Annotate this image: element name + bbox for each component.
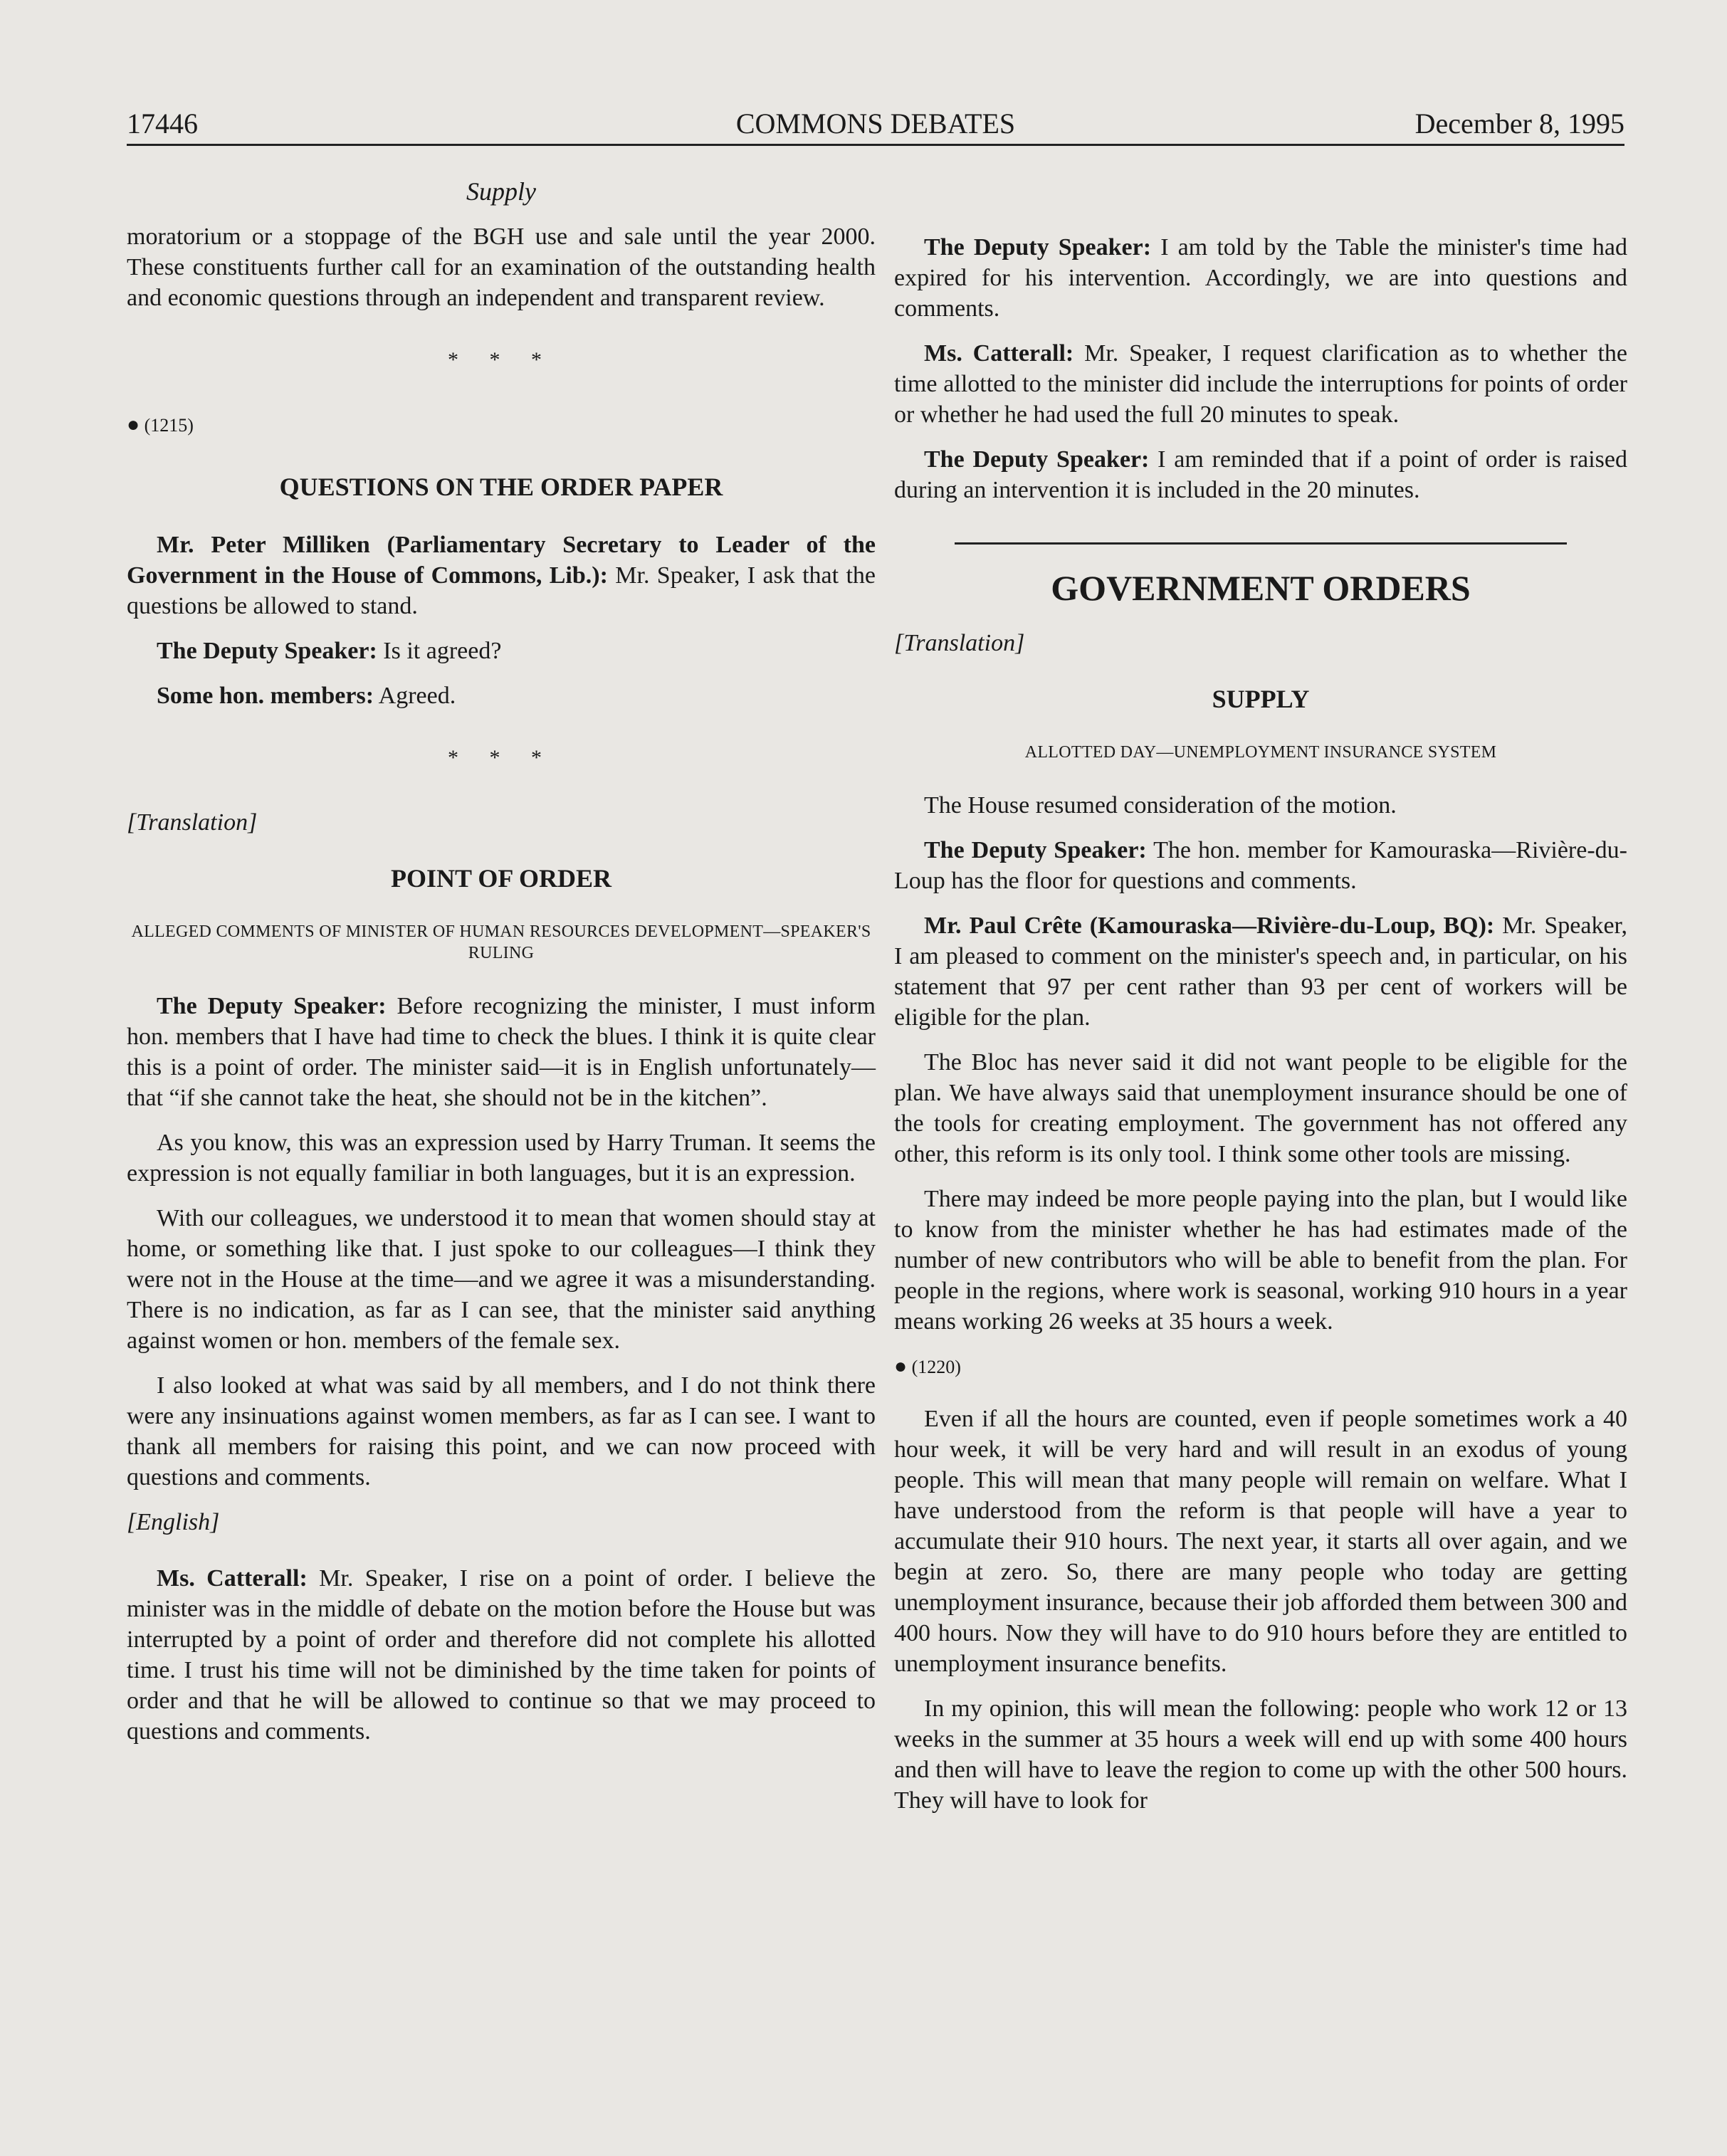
publication-title: COMMONS DEBATES [735,107,1016,140]
language-marker: [English] [127,1509,220,1535]
header-date: December 8, 1995 [1414,107,1624,140]
speaker-name: Ms. Catterall: [924,340,1074,367]
left-column [127,177,876,1761]
speech-catterall [127,1563,876,1747]
right-column [894,177,1627,1830]
paragraph: In my opinion, this will mean the following: people who work 12 or 13 weeks in the summer at 35 hours a week will end up with some 400 hours and then will have to leave the region to come up with the other 500 hours. They will have to look for [894,1695,1627,1814]
speaker-name: Some hon. members: [157,683,374,709]
language-marker: [Translation] [894,630,1025,656]
speaker-name: The Deputy Speaker: [924,837,1147,863]
bullet-dot-icon: ● [127,413,140,436]
paragraph-continued: moratorium or a stoppage of the BGH use and sale until the year 2000. These constituents further call for an examination of the outstanding health and economic questions through an independent and transparent review. [127,224,876,311]
speech-deputy-speaker [127,991,876,1113]
language-marker: [Translation] [127,809,258,836]
speaker-name: The Deputy Speaker: [924,446,1150,473]
paragraph: The Bloc has never said it did not want people to be eligible for the plan. We have always said that unemployment insurance should be one of the tools for creating employment. The government has not offered any other, this reform is its only tool. I think some other tools are missing. [894,1049,1627,1167]
speech-text: Before recognizing the minister, I must inform hon. members that I have had time to check the blues. I think it is quite clear this is a point of order. The minister said—it is in English unfortunately—that “if she cannot take the heat, she should not be in the kitchen”. [127,993,876,1111]
paragraph: I also looked at what was said by all members, and I do not think there were any insinuations against women members, as far as I can see. I want to thank all members for raising this point, and we can now proceed with questions and comments. [127,1372,876,1490]
speaker-name: Ms. Catterall: [157,1565,308,1592]
subheading-ruling: ALLEGED COMMENTS OF MINISTER OF HUMAN RESOURCES DEVELOPMENT—SPEAKER'S RULING [131,922,871,962]
time-stamp: (1220) [911,1357,961,1377]
speaker-name: The Deputy Speaker: [157,993,387,1019]
running-header [127,107,1624,146]
time-stamp: (1215) [144,415,194,436]
paragraph: As you know, this was an expression used by Harry Truman. It seems the expression is not equally familiar in both languages, but it is an expression. [127,1130,876,1187]
speaker-name: Mr. Peter Milliken (Parliamentary Secretary to Leader of the Government in the House of Commons, Lib.): [127,532,876,589]
section-label: Supply [466,177,536,206]
speech-text: Mr. Speaker, I request clarification as to whether the time allotted to the minister did include the interruptions for points of order or whether he had used the full 20 minutes to speak. [894,340,1628,428]
paragraph: Even if all the hours are counted, even if people sometimes work a 40 hour week, it will be very hard and will result in an exodus of young people. This will mean that many people will remain on welfare. What I have understood from the reform is that people will have a year to accumulate their 910 hours. The next year, it starts all over again, and we begin at zero. So, there are many people who today are getting unemployment insurance, because their job afforded them between 300 and 400 hours. Now they will have to do 910 hours before they are entitled to unemployment insurance benefits. [894,1406,1627,1677]
speech-catterall [894,338,1627,430]
speaker-name: The Deputy Speaker: [924,234,1152,261]
paragraph: The House resumed consideration of the motion. [924,792,1397,819]
speech-text: Mr. Speaker, I rise on a point of order. I believe the minister was in the middle of debate on the motion before the House but was interrupted by a point of order and therefore did not complete his allotted time. I trust his time will not be diminished by the time taken for points of order and that he will be allowed to continue so that we may proceed to questions and comments. [127,1565,876,1745]
paragraph: With our colleagues, we understood it to mean that women should stay at home, or something like that. I just spoke to our colleagues—I think they were not in the House at the time—and we agree it was a misunderstanding. There is no indication, as far as I can see, that the minister said anything against women or hon. members of the female sex. [127,1205,876,1354]
speech-text: Is it agreed? [383,638,502,664]
speaker-name: The Deputy Speaker: [157,638,377,664]
speaker-name: Mr. Paul Crête (Kamouraska—Rivière-du-Loup, BQ): [924,913,1495,939]
speech-crete [894,910,1627,1033]
speech-milliken [127,530,876,621]
heading-point-of-order: POINT OF ORDER [390,864,612,893]
speech-text: I am reminded that if a point of order is raised during an intervention it is included in the 20 minutes. [894,446,1627,503]
speech-deputy-speaker [127,636,876,666]
heading-questions-order-paper: QUESTIONS ON THE ORDER PAPER [279,473,723,501]
speech-deputy-speaker [894,232,1627,324]
speech-text: Agreed. [378,683,456,709]
subheading-allotted-day: ALLOTTED DAY—UNEMPLOYMENT INSURANCE SYSTEM [1024,743,1497,762]
time-marker [894,1351,1627,1382]
bullet-dot-icon: ● [894,1355,908,1378]
speech-text: Mr. Speaker, I am pleased to comment on the minister's speech and, in particular, on his statement that 97 per cent rather than 93 per cent of workers will be eligible for the plan. [894,913,1627,1031]
speech-deputy-speaker [894,444,1627,505]
speech-text: Mr. Speaker, I ask that the questions be allowed to stand. [127,562,876,619]
speech-members [127,680,876,711]
paragraph: There may indeed be more people paying into the plan, but I would like to know from the minister whether he has had estimates made of the number of new contributors who will be able to benefit from the plan. For people in the regions, where work is seasonal, working 910 hours in a year means working 26 weeks at 35 hours a week. [894,1186,1627,1335]
heading-supply: SUPPLY [1212,685,1310,713]
speech-text: I am told by the Table the minister's time had expired for his intervention. Accordingly, we are into questions and comments. [894,234,1627,322]
section-separator: * * * [448,746,555,769]
section-divider [955,542,1567,545]
speech-deputy-speaker [894,835,1627,896]
page-number: 17446 [127,107,198,140]
time-marker [127,409,876,441]
speech-text: The hon. member for Kamouraska—Rivière-du-Loup has the floor for questions and comments. [894,837,1627,894]
section-separator: * * * [448,348,555,372]
heading-government-orders: GOVERNMENT ORDERS [1051,568,1471,608]
